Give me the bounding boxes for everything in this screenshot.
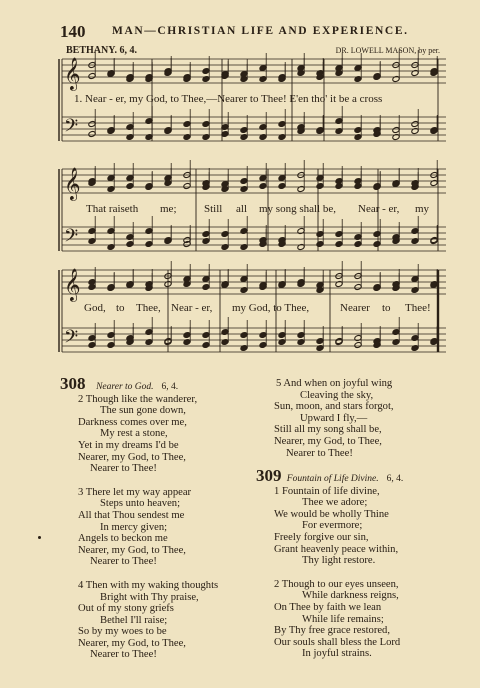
stanza-4	[60, 580, 260, 661]
verse-line: While darkness reigns,	[302, 590, 399, 602]
verse-line: Nearer, my God, to Thee,	[78, 637, 186, 649]
verse-line: Grant heavenly peace within,	[274, 543, 399, 555]
verse-line: Nearer to Thee!	[90, 649, 157, 661]
verse-line: Our souls shall bless the Lord	[274, 636, 401, 648]
hymn-title: Nearer to God.	[96, 382, 154, 392]
lyric-line-3-f: Nearer	[340, 302, 370, 314]
verse-line: 5 And when on joyful wing	[276, 378, 393, 389]
verse-line: By Thy free grace restored,	[274, 625, 390, 637]
lyric-line-1: 1. Near - er, my God, to Thee,—Nearer to Thee! E'en tho' it be a cross	[74, 93, 383, 105]
verse-line: Sun, moon, and stars forgot,	[274, 401, 394, 413]
treble-clef-icon: 𝄞	[64, 268, 81, 301]
page-number: 140	[60, 22, 86, 41]
lyric-line-2-g: my	[415, 203, 430, 215]
verse-line: For evermore;	[302, 520, 363, 532]
verse-line: All that Thou sendest me	[78, 509, 185, 521]
verse-line: 3 There let my way appear	[78, 486, 192, 498]
verse-line: So by my woes to be	[78, 626, 167, 638]
verse-line: 2 Though like the wanderer,	[78, 393, 198, 405]
lyric-line-3-e: my God, to Thee,	[232, 302, 310, 314]
verse-line: We would be wholly Thine	[274, 508, 389, 520]
lyric-line-3-g: to	[382, 302, 391, 314]
verse-line: In mercy given;	[100, 521, 168, 533]
verse-line: Nearer, my God, to Thee,	[78, 451, 186, 463]
lyric-line-2-e: my song shall be,	[259, 203, 336, 215]
verse-line: Nearer to Thee!	[286, 447, 353, 459]
hymn-309	[256, 466, 466, 660]
verse-line: Upward I fly,—	[300, 412, 368, 424]
verse-line: 4 Then with my waking thoughts	[78, 579, 219, 591]
lyric-line-2-c: Still	[204, 203, 223, 215]
verse-line: Nearer, my God, to Thee,	[274, 435, 382, 447]
lyric-line-3-a: God,	[84, 302, 106, 314]
hymn-meter: 6, 4.	[161, 382, 179, 392]
hymn-308-continued	[274, 378, 464, 459]
hymn-number: 309	[256, 466, 282, 485]
verse-line: Cleaving the sky,	[300, 389, 374, 401]
verse-line: Freely forgive our sin,	[274, 531, 369, 543]
verse-line: Darkness comes over me,	[78, 416, 187, 428]
verse-line: Still all my song shall be,	[274, 424, 382, 436]
hymn-title: Fountain of Life Divine.	[286, 474, 379, 484]
hymn-308	[60, 374, 260, 661]
verse-line: While life remains;	[302, 613, 384, 625]
verse-line: My rest a stone,	[100, 428, 168, 440]
lyric-line-3-d: Near - er,	[171, 302, 213, 314]
lyric-line-2-a: That raiseth	[86, 203, 139, 215]
verse-line: On Thee by faith we lean	[274, 601, 382, 613]
verse-line: Yet in my dreams I'd be	[78, 439, 179, 451]
lyric-line-3-h: Thee!	[405, 302, 431, 314]
verse-line: Thee we adore;	[302, 497, 368, 509]
running-title: MAN—CHRISTIAN LIFE AND EXPERIENCE.	[112, 25, 409, 37]
verse-line: The sun gone down,	[100, 405, 186, 417]
verse-line: Nearer to Thee!	[90, 556, 157, 568]
margin-mark	[38, 536, 41, 539]
treble-clef-icon: 𝄞	[64, 167, 81, 200]
lyric-line-2-f: Near - er,	[358, 203, 400, 215]
verse-line: Out of my stony griefs	[78, 603, 174, 615]
stanza-2	[256, 579, 466, 660]
stanza-1	[256, 486, 466, 567]
lyric-line-2-d: all	[236, 203, 247, 215]
stanza-3	[60, 487, 260, 568]
composer-credit: DR. LOWELL MASON, by per.	[335, 46, 440, 55]
tune-name: BETHANY. 6, 4.	[66, 45, 138, 56]
verse-line: Bethel I'll raise;	[100, 614, 168, 626]
hymn-meter: 6, 4.	[386, 474, 404, 484]
verse-line: Steps unto heaven;	[100, 498, 181, 510]
bass-clef-icon: 𝄢	[64, 327, 79, 352]
hymn-number: 308	[60, 374, 86, 393]
lyric-line-2-b: me;	[160, 203, 177, 215]
lyric-line-3-b: to	[116, 302, 125, 314]
bass-clef-icon: 𝄢	[64, 226, 79, 251]
verse-line: Bright with Thy praise,	[100, 591, 199, 603]
lyric-line-3-c: Thee,	[136, 302, 161, 314]
verse-line: Nearer to Thee!	[90, 463, 157, 475]
verse-line: 2 Though to our eyes unseen,	[274, 578, 399, 590]
verse-line: Nearer, my God, to Thee,	[78, 544, 186, 556]
treble-clef-icon: 𝄞	[64, 57, 81, 90]
verse-line: Thy light restore.	[302, 555, 376, 567]
stanza-2	[60, 394, 260, 475]
verse-line: Angels to beckon me	[78, 533, 168, 545]
verse-line: 1 Fountain of life divine,	[274, 485, 380, 497]
stanza-5	[274, 378, 464, 459]
bass-clef-icon: 𝄢	[64, 116, 79, 141]
verse-line: In joyful strains.	[302, 648, 372, 660]
